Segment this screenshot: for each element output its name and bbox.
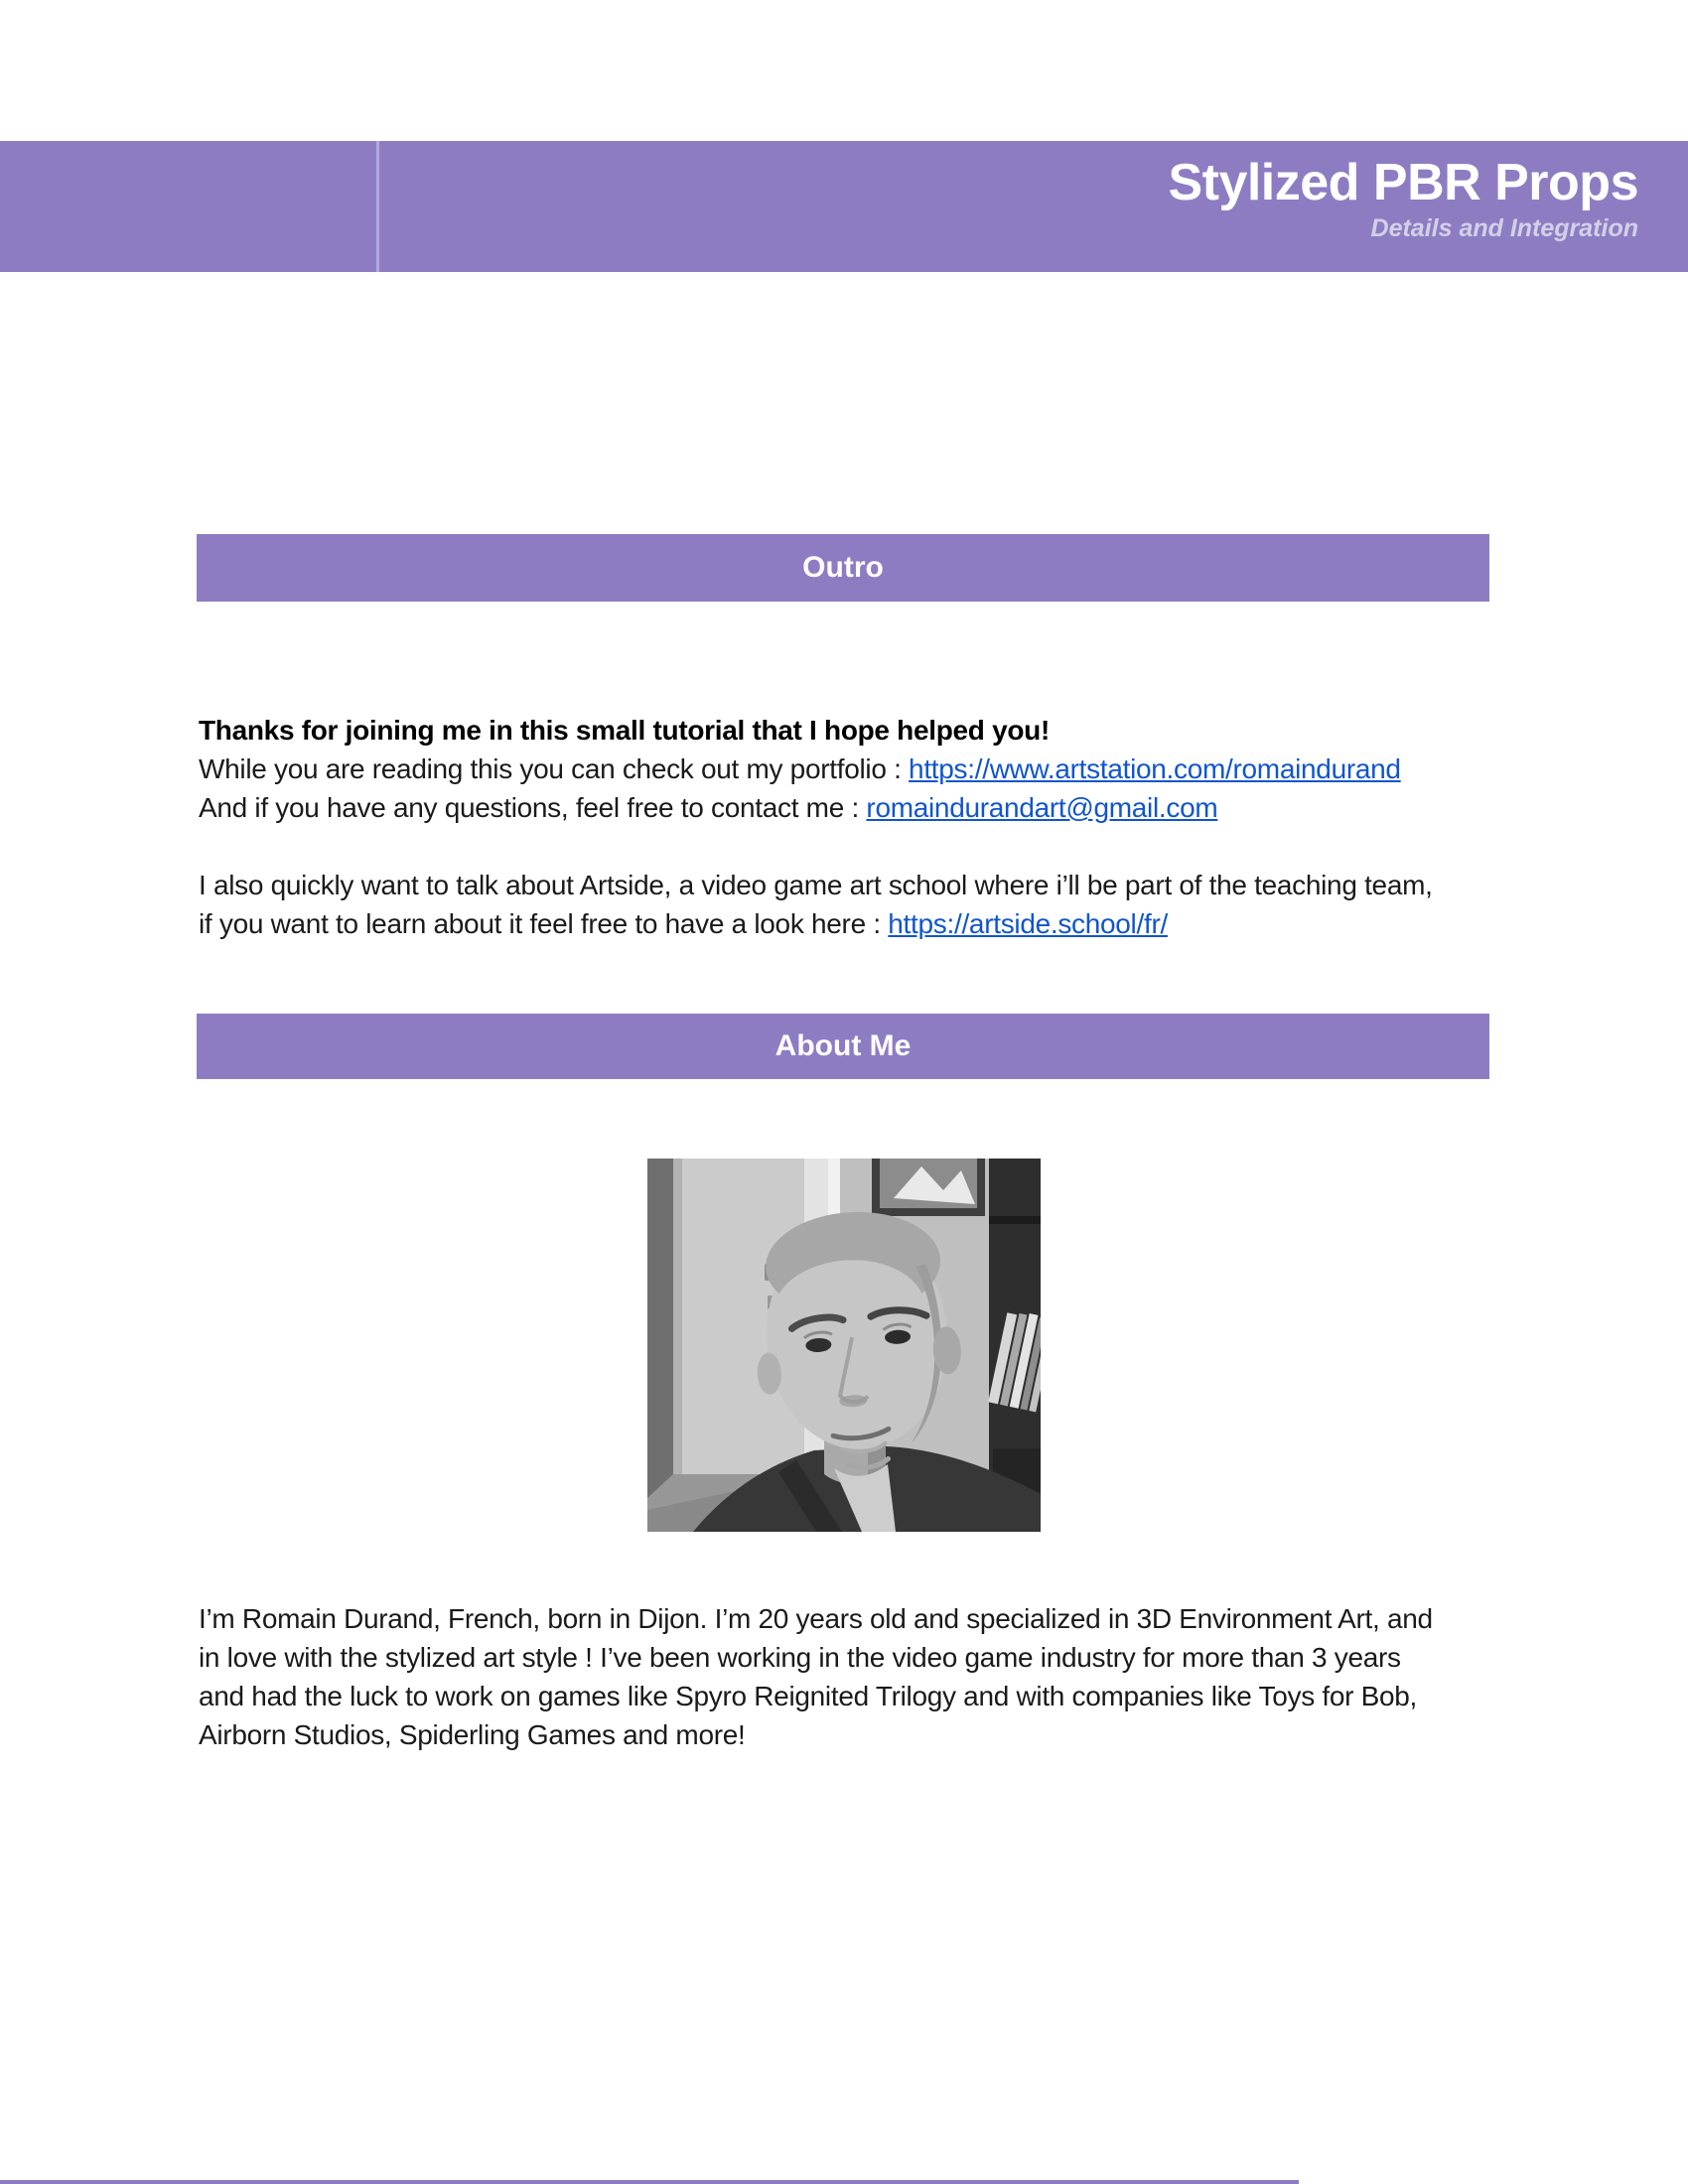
- artside-link-line: [199, 904, 1491, 943]
- section-header-outro-label: Outro: [802, 551, 884, 584]
- portrait-photo-graphic: [647, 1159, 1041, 1532]
- blank-line: [199, 827, 1491, 866]
- portfolio-line-text: While you are reading this you can check out my portfolio :: [199, 753, 910, 784]
- section-header-about: [197, 1014, 1489, 1079]
- section-header-about-label: About Me: [774, 1029, 912, 1062]
- artside-line-text: if you want to learn about it feel free to have a look here :: [199, 908, 889, 939]
- portfolio-line: [199, 750, 1491, 788]
- artside-link[interactable]: https://artside.school/fr/: [888, 908, 1168, 939]
- header-band: [0, 141, 1688, 272]
- header-titles: [1168, 153, 1638, 244]
- bio-line: Airborn Studios, Spiderling Games and more!: [199, 1719, 746, 1750]
- portrait-photo: [647, 1159, 1041, 1532]
- header-divider-line: [376, 141, 379, 272]
- outro-text-block: [199, 711, 1491, 943]
- bio-line: I’m Romain Durand, French, born in Dijon. I’m 20 years old and specialized in 3D Environment Art, and: [199, 1603, 1433, 1634]
- artside-line: I also quickly want to talk about Artside, a video game art school where i’ll be part of the teaching team,: [199, 870, 1433, 900]
- next-page-band-sliver: [0, 2180, 1299, 2184]
- contact-line-text: And if you have any questions, feel free to contact me :: [199, 792, 867, 823]
- document-title: Stylized PBR Props: [1168, 154, 1638, 211]
- thanks-line: Thanks for joining me in this small tutorial that I hope helped you!: [199, 715, 1050, 746]
- bio-line: and had the luck to work on games like Spyro Reignited Trilogy and with companies like Toys for Bob,: [199, 1681, 1418, 1711]
- bio-line: in love with the stylized art style ! I’ve been working in the video game industry for more than 3 years: [199, 1642, 1401, 1673]
- portfolio-link[interactable]: https://www.artstation.com/romaindurand: [909, 753, 1401, 784]
- document-subtitle: Details and Integration: [1370, 214, 1638, 242]
- bio-text-block: [199, 1599, 1491, 1754]
- contact-email-link[interactable]: romaindurandart@gmail.com: [866, 792, 1218, 823]
- section-header-outro: [197, 534, 1489, 602]
- contact-line: [199, 788, 1491, 827]
